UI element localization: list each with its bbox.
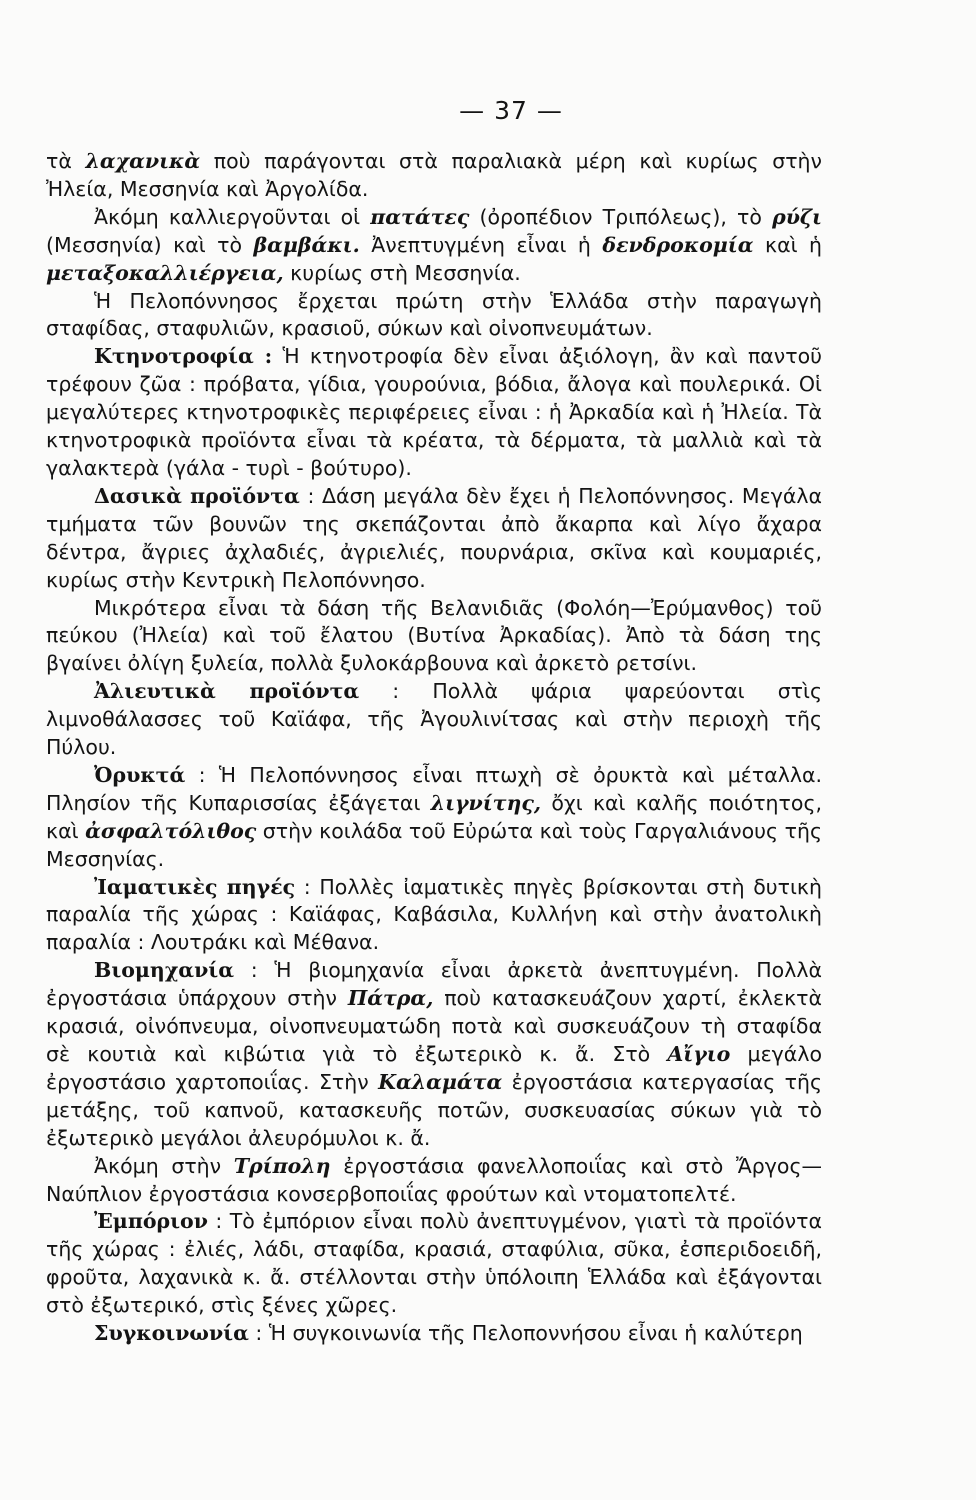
paragraph [46,343,822,483]
paragraph [46,595,822,679]
emphasized-term: ἀσφαλτόλιθος [85,818,257,843]
emphasized-term: λιγνίτης, [430,790,541,815]
text-run: Ἡ Πελοπόννησος ἔρχεται πρώτη στὴν Ἑλλάδα στὴν παραγωγὴ σταφίδας, σταφυλιῶν, κρασιοῦ, σύκων καὶ οἰνοπνευμάτων. [46,288,822,341]
text-run: Ἀκόμη στὴν [94,1153,234,1178]
emphasized-term: ρύζι [772,204,822,229]
text-run: ἐργοστάσια κατεργασίας τῆς μετάξης, τοῦ καπνοῦ, κατασκευῆς ποτῶν, συσκευασίας σύκων γιὰ τὸ ἐξωτερικὸ μεγάλοι ἀλευρόμυλοι κ. ἄ. [46,1069,823,1150]
text-run: Μικρότερα εἶναι τὰ δάση τῆς Βελανιδιᾶς (Φολόη—Ἐρύμανθος) τοῦ πεύκου (Ἠλεία) καὶ τοῦ ἔλατου (Βυτίνα Ἀρκαδίας). Ἀπὸ τὰ δάση της βγαίνει ὀλίγη ξυλεία, πολλὰ ξυλοκάρβουνα καὶ ἀρκετὸ ρετσίνι. [46,595,822,676]
text-run: Ἀκόμη καλλιεργοῦνται οἱ [94,204,371,229]
section-heading: Βιομηχανία [94,958,235,983]
section-heading: Συγκοινωνία [94,1321,249,1346]
emphasized-term: πατάτες [370,204,470,229]
emphasized-term: βαμβάκι. [253,232,360,257]
paragraph [46,148,822,204]
text-run: : Πολλὲς ἰαματικὲς πηγὲς βρίσκονται στὴ δυτικὴ παραλία τῆς χώρας : Καϊάφας, Καβάσιλα, Κυλλήνη καὶ στὴν ἀνατολικὴ παραλία : Λουτράκι καὶ Μέθανα. [46,874,823,955]
text-run: ἐργοστάσια φανελλοποιΐας καὶ στὸ Ἄργος—Ναύπλιον ἐργοστάσια κονσερβοποιΐας φρούτων καὶ ντοματοπελτέ. [46,1153,822,1206]
paragraph [46,874,822,958]
section-heading: Ὀρυκτά [94,762,186,787]
emphasized-term: Τρίπολη [233,1153,331,1178]
section-heading: Ἰαματικὲς πηγές [94,874,296,899]
section-heading: Ἀλιευτικὰ προϊόντα [94,679,360,704]
text-run: ποὺ παράγονται στὰ παραλιακὰ μέρη καὶ κυρίως στὴν Ἠλεία, Μεσσηνία καὶ Ἀργολίδα. [46,149,822,201]
page-number: — 37 — [459,96,563,125]
emphasized-term: μεταξοκαλλιέργεια, [46,260,284,285]
text-run: τὰ [46,149,86,173]
paragraph [46,483,822,595]
text-run: μεγάλο ἐργοστάσιο χαρτοποιΐας. Στὴν [46,1042,822,1094]
text-run: (Μεσσηνία) καὶ τὸ [46,232,254,257]
text-run: ὄχι καὶ καλῆς ποιότητος, καὶ [46,790,822,843]
text-run: : Δάση μεγάλα δὲν ἔχει ἡ Πελοπόννησος. Μεγάλα τμήματα τῶν βουνῶν της σκεπάζονται ἀπὸ ἄκαρπα καὶ λίγο ἄχαρα δέντρα, ἄγριες ἀχλαδιές, ἀγριελιές, πουρνάρια, σκῖνα καὶ κουμαριές, κυρίως στὴν Κεντρικὴ Πελοπόννησο. [46,483,822,592]
text-run: : Ἡ Πελοπόννησος εἶναι πτωχὴ σὲ ὀρυκτὰ καὶ μέταλλα. Πλησίον τῆς Κυπαρισσίας ἐξάγεται [46,762,822,815]
text-run: Ἡ κτηνοτροφία δὲν εἶναι ἀξιόλογη, ἂν καὶ παντοῦ τρέφουν ζῶα : πρόβατα, γίδια, γουρούνια, βόδια, ἄλογα καὶ πουλερικά. Οἱ μεγαλύτερες κτηνοτροφικὲς περιφέρειες εἶναι : ἡ Ἀρκαδία καὶ ἡ Ἠλεία. Τὰ κτηνοτροφικὰ προϊόντα εἶναι τὰ κρέατα, τὰ δέρματα, τὰ μαλλιὰ καὶ τὰ γαλακτερὰ (γάλα - τυρὶ - βούτυρο). [46,344,822,480]
paragraph [46,1153,822,1209]
text-run: στὴν κοιλάδα τοῦ Εὐρώτα καὶ τοὺς Γαργαλιάνους τῆς Μεσσηνίας. [46,818,822,871]
section-heading: Ἐμπόριον [94,1209,208,1234]
section-heading: Κτηνοτροφία : [94,344,273,369]
text-run: (ὀροπέδιον Τριπόλεως), τὸ [469,204,773,229]
text-run: : Ἡ βιομηχανία εἶναι ἀρκετὰ ἀνεπτυγμένη. Πολλὰ ἐργοστάσια ὑπάρχουν στὴν [46,958,822,1011]
paragraph [46,1208,822,1320]
text-run: ποὺ κατασκευάζουν χαρτί, ἐκλεκτὰ κρασιά, οἰνόπνευμα, οἰνοπνευματώδη ποτὰ καὶ συσκευάζουν τὴ σταφίδα σὲ κουτιὰ καὶ κιβώτια γιὰ τὸ ἐξωτερικὸ κ. ἄ. Στὸ [46,986,822,1066]
paragraph [46,1320,822,1348]
text-run: : Τὸ ἐμπόριον εἶναι πολὺ ἀνεπτυγμένον, γιατὶ τὰ προϊόντα τῆς χώρας : ἐλιές, λάδι, σταφίδα, κρασιά, σταφύλια, σῦκα, ἐσπεριδοειδῆ, φροῦτα, λαχανικὰ κ. ἄ. στέλλονται στὴν ὑπόλοιπη Ἑλλάδα καὶ ἐξάγονται στὸ ἐξωτερικό, στὶς ξένες χῶρες. [46,1209,822,1318]
emphasized-term: Αἴγιο [667,1042,731,1066]
text-run: : Ἡ συγκοινωνία τῆς Πελοποννήσου εἶναι ἡ καλύτερη [248,1321,803,1346]
emphasized-term: Πάτρα, [347,986,434,1011]
emphasized-term: λαχανικὰ [85,149,201,173]
paragraph [46,957,822,1152]
section-heading: Δασικὰ προϊόντα [94,483,300,508]
paragraph [46,762,822,874]
body-text [46,148,822,1348]
text-run: : Πολλὰ ψάρια ψαρεύονται στὶς λιμνοθάλασσες τοῦ Καϊάφα, τῆς Ἀγουλινίτσας καὶ στὴν περιοχὴ τῆς Πύλου. [46,679,822,760]
emphasized-term: Καλαμάτα [378,1069,503,1094]
paragraph [46,678,822,762]
text-run: καὶ ἡ [753,232,823,257]
text-run: Ἀνεπτυγμένη εἶναι ἡ [359,232,603,257]
paragraph [46,288,822,344]
emphasized-term: δενδροκομία [602,232,754,257]
text-run: κυρίως στὴ Μεσσηνία. [283,260,521,285]
paragraph [46,204,822,288]
